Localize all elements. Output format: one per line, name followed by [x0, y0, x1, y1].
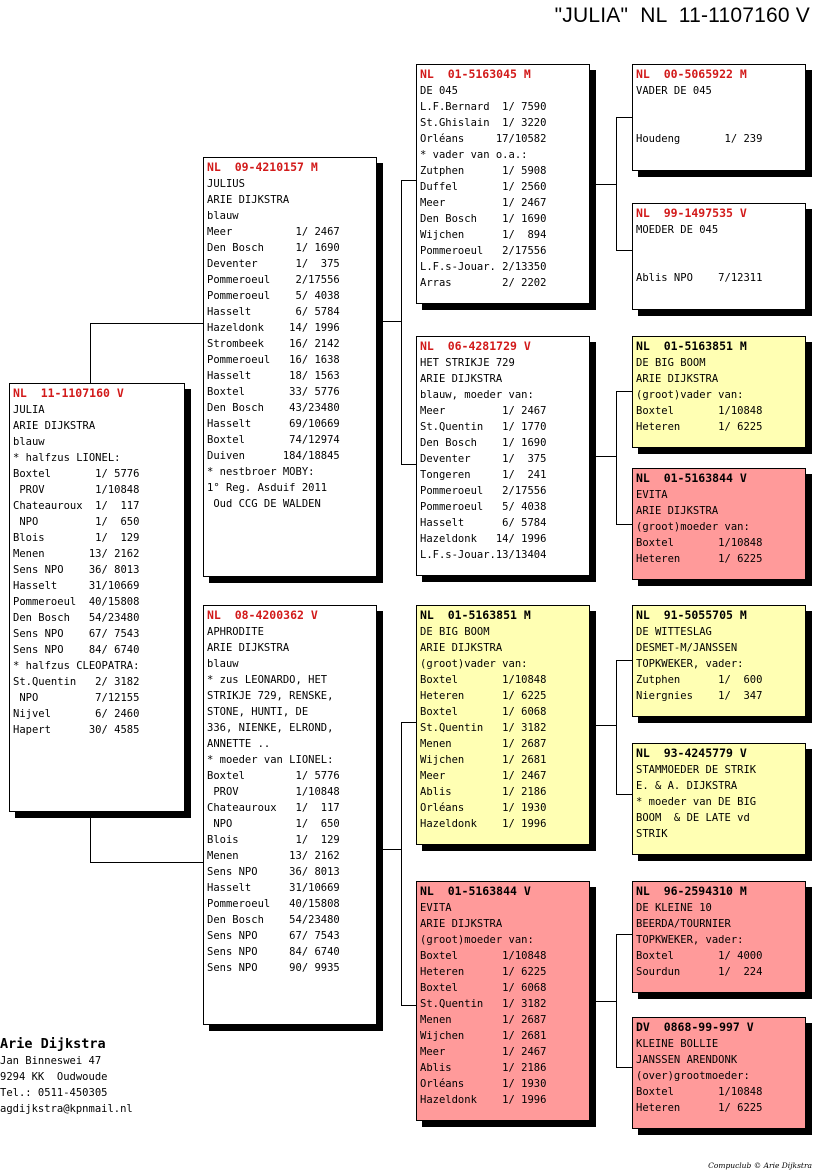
card-line: (groot)vader van: [420, 658, 528, 670]
card-line: PROV 1/10848 [13, 484, 140, 496]
breeder-phone: Tel.: 0511-450305 [0, 1087, 108, 1099]
pedigree-card-ff-sire [632, 64, 806, 171]
card-line: Hazeldonk 14/ 1996 [207, 322, 340, 334]
ring-number: DV 0868-99-997 V [636, 1020, 754, 1034]
card-line: STAMMOEDER DE STRIK [636, 764, 757, 776]
card-line: Heteren 1/ 6225 [420, 690, 547, 702]
card-line: Boxtel 1/ 5776 [13, 468, 140, 480]
card-line [636, 238, 801, 254]
connector-line [377, 321, 401, 322]
connector-line [596, 184, 616, 185]
card-line: Deventer 1/ 375 [420, 453, 547, 465]
card-line: STRIK [636, 828, 668, 840]
card-line: Den Bosch 1/ 1690 [207, 242, 340, 254]
card-line: * halfzus CLEOPATRA: [13, 660, 140, 672]
card-line: Meer 1/ 2467 [420, 405, 547, 417]
page-title: "JULIA" NL 11-1107160 V [554, 4, 810, 27]
card-line: Sens NPO 67/ 7543 [207, 930, 340, 942]
card-line: JULIA [13, 404, 45, 416]
card-line: Menen 13/ 2162 [13, 548, 140, 560]
pedigree-card-father-sire [416, 64, 590, 304]
card-line: Hasselt 6/ 5784 [207, 306, 340, 318]
card-line: DESMET-M/JANSSEN [636, 642, 738, 654]
connector-line [90, 812, 91, 862]
card-line: DE KLEINE 10 [636, 902, 712, 914]
ring-number: NL 96-2594310 M [636, 884, 747, 898]
card-line: Orléans 1/ 1930 [420, 802, 547, 814]
card-line: Pommeroeul 16/ 1638 [207, 354, 340, 366]
breeder-name: Arie Dijkstra [0, 1036, 106, 1052]
card-line: Strombeek 16/ 2142 [207, 338, 340, 350]
pedigree-card-fm-sire [632, 336, 806, 448]
connector-line [90, 862, 203, 863]
card-line: Den Bosch 1/ 1690 [420, 437, 547, 449]
ring-number: NL 01-5163844 V [420, 884, 531, 898]
card-line: BEERDA/TOURNIER [636, 918, 731, 930]
ring-number: NL 11-1107160 V [13, 386, 124, 400]
card-line: Den Bosch 54/23480 [13, 612, 140, 624]
card-line: * nestbroer MOBY: [207, 466, 315, 478]
card-line: * moeder van DE BIG [636, 796, 757, 808]
pedigree-card-mf-sire [632, 605, 806, 717]
card-line: blauw [207, 658, 239, 670]
card-line [636, 115, 801, 131]
card-line: BOOM & DE LATE vd [636, 812, 750, 824]
card-line: Duiven 184/18845 [207, 450, 340, 462]
card-line: Meer 1/ 2467 [420, 197, 547, 209]
card-line: (groot)vader van: [636, 389, 744, 401]
card-line: Ablis 1/ 2186 [420, 1062, 547, 1074]
breeder-info [0, 1035, 133, 1117]
breeder-address-line: Jan Binneswei 47 [0, 1055, 102, 1067]
pedigree-card-mm-dam [632, 1017, 806, 1129]
ring-number: NL 93-4245779 V [636, 746, 747, 760]
card-line: E. & A. DIJKSTRA [636, 780, 738, 792]
ring-number: NL 08-4200362 V [207, 608, 318, 622]
card-line: ANNETTE .. [207, 738, 271, 750]
pedigree-card-mf-dam [632, 743, 806, 855]
card-line: Pommeroeul 40/15808 [13, 596, 140, 608]
card-line: Heteren 1/ 6225 [636, 421, 763, 433]
connector-line [596, 1001, 616, 1002]
card-line: Zutphen 1/ 5908 [420, 165, 547, 177]
card-line: (groot)moeder van: [420, 934, 534, 946]
card-line: KLEINE BOLLIE [636, 1038, 719, 1050]
card-line: 1° Reg. Asduif 2011 [207, 482, 328, 494]
card-line: TOPKWEKER, vader: [636, 934, 744, 946]
card-line: Boxtel 1/10848 [636, 1086, 763, 1098]
ring-number: NL 00-5065922 M [636, 67, 747, 81]
card-line [636, 99, 801, 115]
card-line: JULIUS [207, 178, 245, 190]
connector-line [616, 794, 632, 795]
card-line: St.Quentin 1/ 3182 [420, 998, 547, 1010]
card-line: ARIE DIJKSTRA [207, 642, 290, 654]
card-line: Boxtel 1/10848 [636, 537, 763, 549]
ring-number: NL 01-5163851 M [636, 339, 747, 353]
pedigree-card-fm-dam [632, 468, 806, 580]
card-line: Boxtel 1/ 4000 [636, 950, 763, 962]
card-line: Ablis NPO 7/12311 [636, 272, 763, 284]
connector-line [596, 725, 616, 726]
card-line: Wijchen 1/ 2681 [420, 754, 547, 766]
card-line: Sourdun 1/ 224 [636, 966, 763, 978]
connector-line [616, 250, 632, 251]
pedigree-card-subject [9, 383, 185, 812]
card-line: Pommeroeul 5/ 4038 [420, 501, 547, 513]
connector-line [616, 660, 617, 794]
card-line: * zus LEONARDO, HET [207, 674, 328, 686]
card-line: Hasselt 18/ 1563 [207, 370, 340, 382]
card-line: ARIE DIJKSTRA [420, 642, 503, 654]
card-line: ARIE DIJKSTRA [636, 373, 719, 385]
card-line: Duffel 1/ 2560 [420, 181, 547, 193]
card-line: Boxtel 1/10848 [420, 674, 547, 686]
pedigree-card-mm-sire [632, 881, 806, 993]
pedigree-card-father [203, 157, 377, 577]
connector-line [90, 323, 203, 324]
card-line: Ablis 1/ 2186 [420, 786, 547, 798]
card-line: Niergnies 1/ 347 [636, 690, 763, 702]
card-line: NPO 7/12155 [13, 692, 140, 704]
card-line: TOPKWEKER, vader: [636, 658, 744, 670]
card-line: L.F.s-Jouar.13/13404 [420, 549, 547, 561]
footer-credit: Compuclub © Arie Dijkstra [708, 1161, 812, 1170]
card-line: Hazeldonk 14/ 1996 [420, 533, 547, 545]
card-line: JANSSEN ARENDONK [636, 1054, 738, 1066]
card-line: DE BIG BOOM [636, 357, 706, 369]
card-line: APHRODITE [207, 626, 264, 638]
connector-line [401, 722, 402, 1005]
connector-line [377, 849, 401, 850]
connector-line [616, 934, 632, 935]
card-line: St.Quentin 1/ 3182 [420, 722, 547, 734]
card-line: Boxtel 1/ 5776 [207, 770, 340, 782]
connector-line [596, 456, 616, 457]
card-line: Blois 1/ 129 [13, 532, 140, 544]
card-line: Orléans 1/ 1930 [420, 1078, 547, 1090]
card-line: Hasselt 6/ 5784 [420, 517, 547, 529]
card-line: Nijvel 6/ 2460 [13, 708, 140, 720]
card-line: Arras 2/ 2202 [420, 277, 547, 289]
ring-number: NL 01-5163045 M [420, 67, 531, 81]
card-line: * moeder van LIONEL: [207, 754, 334, 766]
card-line: STONE, HUNTI, DE [207, 706, 309, 718]
pedigree-card-mother-dam [416, 881, 590, 1121]
ring-number: NL 01-5163844 V [636, 471, 747, 485]
pedigree-card-ff-dam [632, 203, 806, 310]
card-line: Sens NPO 90/ 9935 [207, 962, 340, 974]
card-line: DE 045 [420, 85, 458, 97]
connector-line [401, 722, 416, 723]
card-line: Blois 1/ 129 [207, 834, 340, 846]
card-line: 336, NIENKE, ELROND, [207, 722, 334, 734]
card-line: Heteren 1/ 6225 [636, 1102, 763, 1114]
card-line: St.Quentin 2/ 3182 [13, 676, 140, 688]
card-line: DE WITTESLAG [636, 626, 712, 638]
card-line: Hasselt 69/10669 [207, 418, 340, 430]
pedigree-card-mother [203, 605, 377, 1025]
card-line: Hasselt 31/10669 [207, 882, 340, 894]
card-line: Sens NPO 36/ 8013 [13, 564, 140, 576]
card-line: VADER DE 045 [636, 85, 712, 97]
card-line: Boxtel 33/ 5776 [207, 386, 340, 398]
card-line: PROV 1/10848 [207, 786, 340, 798]
card-line: Den Bosch 1/ 1690 [420, 213, 547, 225]
card-line: Den Bosch 43/23480 [207, 402, 340, 414]
card-line: Boxtel 1/10848 [420, 950, 547, 962]
card-line: blauw [207, 210, 239, 222]
card-line [636, 254, 801, 270]
connector-line [401, 180, 402, 464]
card-line: Chateauroux 1/ 117 [207, 802, 340, 814]
card-line: Heteren 1/ 6225 [420, 966, 547, 978]
card-line: Boxtel 1/10848 [636, 405, 763, 417]
card-line: Den Bosch 54/23480 [207, 914, 340, 926]
card-line: Pommeroeul 40/15808 [207, 898, 340, 910]
card-line: Menen 13/ 2162 [207, 850, 340, 862]
card-line: Meer 1/ 2467 [420, 770, 547, 782]
card-line: Meer 1/ 2467 [420, 1046, 547, 1058]
card-line: Houdeng 1/ 239 [636, 133, 763, 145]
card-line: Boxtel 1/ 6068 [420, 982, 547, 994]
connector-line [616, 934, 617, 1067]
card-line: * vader van o.a.: [420, 149, 528, 161]
card-line: DE BIG BOOM [420, 626, 490, 638]
connector-line [616, 660, 632, 661]
card-line: (groot)moeder van: [636, 521, 750, 533]
card-line: Hasselt 31/10669 [13, 580, 140, 592]
card-line: Heteren 1/ 6225 [636, 553, 763, 565]
ring-number: NL 91-5055705 M [636, 608, 747, 622]
connector-line [401, 1005, 416, 1006]
card-line: * halfzus LIONEL: [13, 452, 121, 464]
card-line: Pommeroeul 2/17556 [420, 245, 547, 257]
card-line: Oud CCG DE WALDEN [207, 498, 321, 510]
pedigree-card-father-dam [416, 336, 590, 576]
card-line: Sens NPO 36/ 8013 [207, 866, 340, 878]
connector-line [616, 117, 632, 118]
card-line: Pommeroeul 5/ 4038 [207, 290, 340, 302]
card-line: NPO 1/ 650 [207, 818, 340, 830]
connector-line [401, 464, 416, 465]
card-line: Deventer 1/ 375 [207, 258, 340, 270]
card-line: Sens NPO 67/ 7543 [13, 628, 140, 640]
connector-line [616, 117, 617, 250]
card-line: MOEDER DE 045 [636, 224, 719, 236]
connector-line [90, 323, 91, 383]
card-line: Wijchen 1/ 894 [420, 229, 547, 241]
card-line: Menen 1/ 2687 [420, 738, 547, 750]
card-line: Hapert 30/ 4585 [13, 724, 140, 736]
card-line: L.F.Bernard 1/ 7590 [420, 101, 547, 113]
card-line: St.Ghislain 1/ 3220 [420, 117, 547, 129]
card-line: HET STRIKJE 729 [420, 357, 515, 369]
card-line: Hazeldonk 1/ 1996 [420, 818, 547, 830]
card-line: EVITA [636, 489, 668, 501]
card-line: Sens NPO 84/ 6740 [207, 946, 340, 958]
ring-number: NL 01-5163851 M [420, 608, 531, 622]
card-line: Orléans 17/10582 [420, 133, 547, 145]
card-line: blauw, moeder van: [420, 389, 534, 401]
card-line: NPO 1/ 650 [13, 516, 140, 528]
card-line: Boxtel 1/ 6068 [420, 706, 547, 718]
card-line: ARIE DIJKSTRA [420, 373, 503, 385]
card-line: Zutphen 1/ 600 [636, 674, 763, 686]
ring-number: NL 09-4210157 M [207, 160, 318, 174]
card-line: ARIE DIJKSTRA [207, 194, 290, 206]
connector-line [616, 391, 617, 524]
card-line: Pommeroeul 2/17556 [207, 274, 340, 286]
card-line: blauw [13, 436, 45, 448]
card-line: ARIE DIJKSTRA [420, 918, 503, 930]
card-line: ARIE DIJKSTRA [13, 420, 96, 432]
connector-line [401, 180, 416, 181]
card-line: Pommeroeul 2/17556 [420, 485, 547, 497]
card-line: Tongeren 1/ 241 [420, 469, 547, 481]
card-line: Chateauroux 1/ 117 [13, 500, 140, 512]
card-line: Wijchen 1/ 2681 [420, 1030, 547, 1042]
connector-line [616, 524, 632, 525]
connector-line [616, 391, 632, 392]
card-line: EVITA [420, 902, 452, 914]
card-line: Meer 1/ 2467 [207, 226, 340, 238]
card-line: L.F.s-Jouar. 2/13350 [420, 261, 547, 273]
card-line: STRIKJE 729, RENSKE, [207, 690, 334, 702]
connector-line [616, 1067, 632, 1068]
card-line: St.Quentin 1/ 1770 [420, 421, 547, 433]
breeder-address-line: 9294 KK Oudwoude [0, 1071, 108, 1083]
card-line: Hazeldonk 1/ 1996 [420, 1094, 547, 1106]
pedigree-card-mother-sire [416, 605, 590, 845]
card-line: Menen 1/ 2687 [420, 1014, 547, 1026]
ring-number: NL 99-1497535 V [636, 206, 747, 220]
card-line: Sens NPO 84/ 6740 [13, 644, 140, 656]
card-line: Boxtel 74/12974 [207, 434, 340, 446]
card-line: (over)grootmoeder: [636, 1070, 750, 1082]
card-line: ARIE DIJKSTRA [636, 505, 719, 517]
breeder-email: agdijkstra@kpnmail.nl [0, 1103, 133, 1115]
ring-number: NL 06-4281729 V [420, 339, 531, 353]
